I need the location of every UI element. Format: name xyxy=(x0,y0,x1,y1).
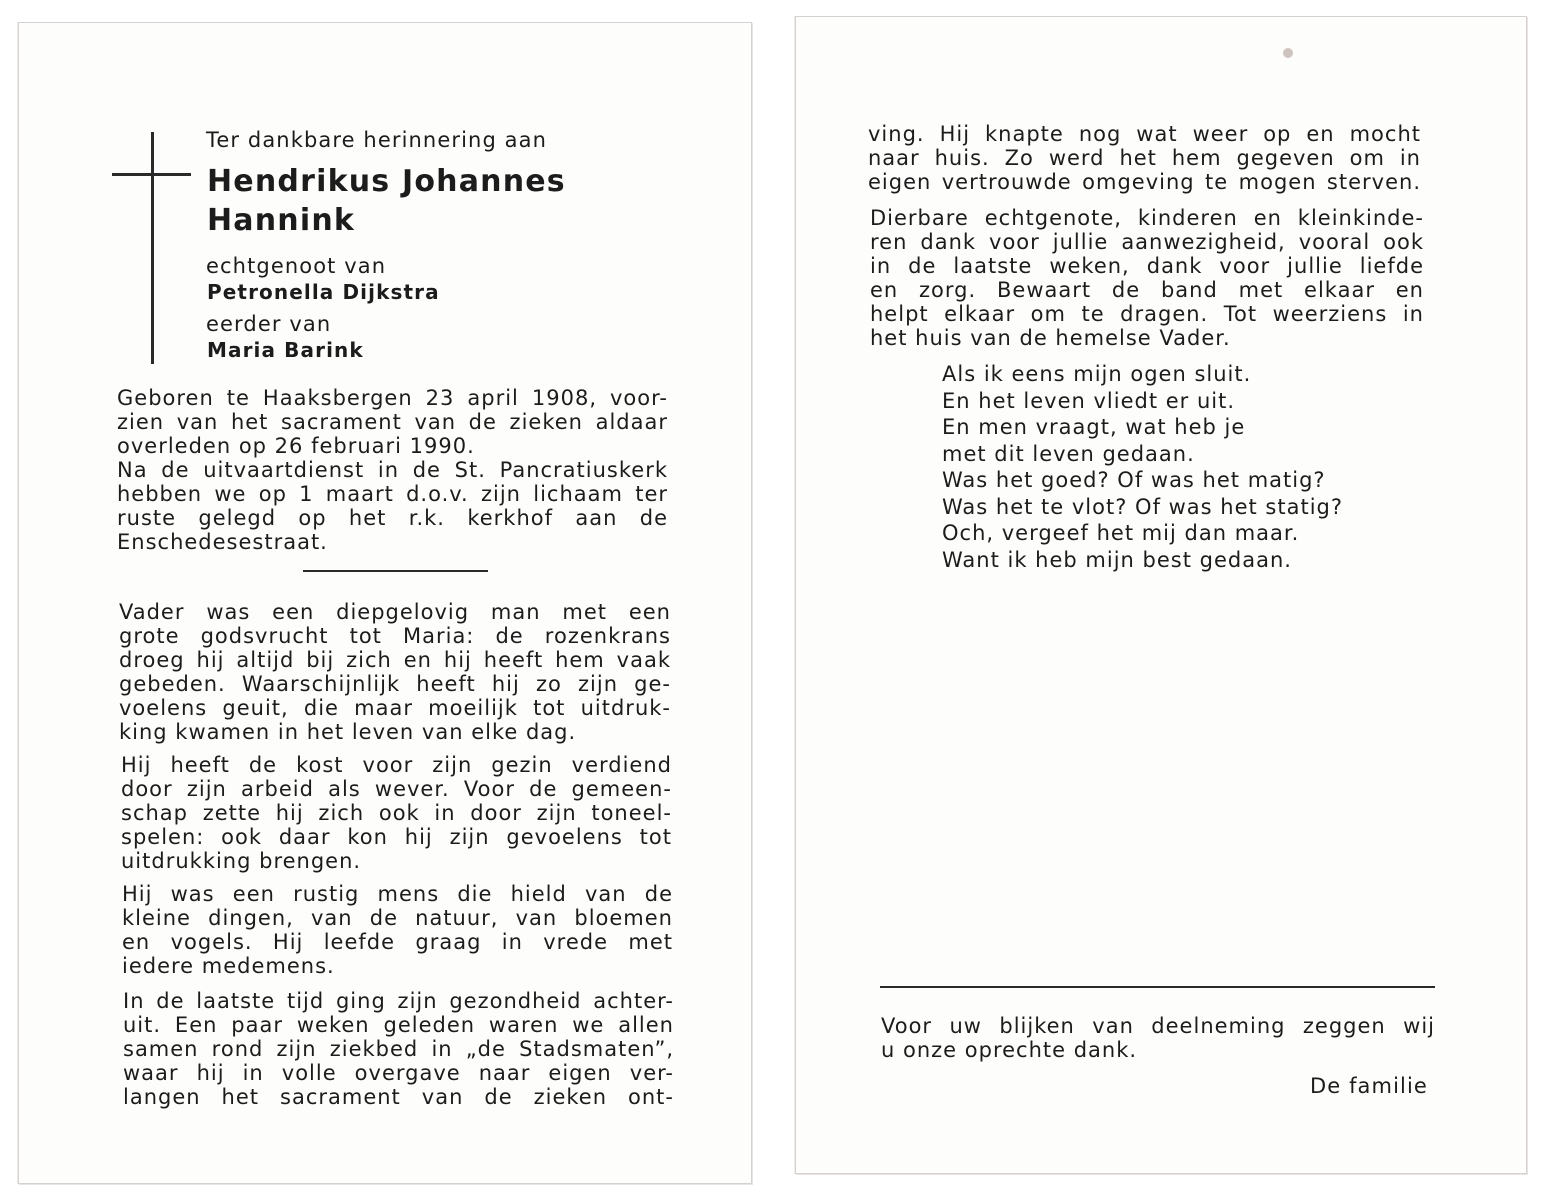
text-line: naar huis. Zo werd het hem gegeven om in xyxy=(868,146,1421,170)
text-line: king kwamen in het leven van elke dag. xyxy=(119,720,577,744)
text-line: ving. Hij knapte nog wat weer op en mocht xyxy=(868,122,1421,146)
text-line: langen het sacrament van de zieken ont- xyxy=(123,1085,674,1109)
text-line: ruste gelegd op het r.k. kerkhof aan de xyxy=(117,506,668,530)
deceased-name-line2: Hannink xyxy=(207,203,356,238)
text-line: en vogels. Hij leefde graag in vrede met xyxy=(122,930,673,954)
text-line: helpt elkaar om te dragen. Tot weerziens in xyxy=(870,302,1424,326)
text-line: iedere medemens. xyxy=(122,954,335,978)
text-line: overleden op 26 februari 1990. xyxy=(117,434,475,458)
paragraph-work xyxy=(121,753,672,873)
poem-line: met dit leven gedaan. xyxy=(942,441,1195,466)
text-line: uitdrukking brengen. xyxy=(121,849,362,873)
text-line: waar hij in volle overgave naar eigen ver- xyxy=(123,1061,674,1085)
paragraph-family xyxy=(870,206,1424,350)
signature: De familie xyxy=(1310,1074,1428,1098)
text-line: grote godsvrucht tot Maria: de rozenkrans xyxy=(119,624,671,648)
text-line: kleine dingen, van de natuur, van bloemen xyxy=(122,906,673,930)
text-line: Hij was een rustig mens die hield van de xyxy=(122,882,673,906)
divider xyxy=(303,570,488,572)
cross-icon xyxy=(151,132,154,364)
text-line: ren dank voor jullie aanwezigheid, vooral ook xyxy=(870,230,1424,254)
text-line: u onze oprechte dank. xyxy=(881,1038,1138,1062)
paragraph-character xyxy=(122,882,673,978)
poem-line: En men vraagt, wat heb je xyxy=(942,415,1246,439)
text-line: droeg hij altijd bij zich en hij heeft hem vaak xyxy=(119,648,671,672)
birth-paragraph xyxy=(117,386,668,554)
text-line: schap zette hij zich ook in door zijn toneel- xyxy=(121,801,672,825)
text-line: samen rond zijn ziekbed in „de Stadsmaten”, xyxy=(123,1037,674,1061)
text-line: Vader was een diepgelovig man met een xyxy=(119,600,671,624)
text-line: gebeden. Waarschijnlijk heeft hij zo zijn ge- xyxy=(119,672,671,696)
poem-line: Was het goed? Of was het matig? xyxy=(942,468,1326,492)
text-line: door zijn arbeid als wever. Voor de gemeen- xyxy=(121,777,672,801)
intro-text: Ter dankbare herinnering aan xyxy=(206,128,547,152)
paragraph-home xyxy=(868,122,1421,194)
paper-speck xyxy=(1283,48,1293,58)
text-line: Geboren te Haaksbergen 23 april 1908, voor- xyxy=(117,386,668,410)
former-name: Maria Barink xyxy=(207,338,364,362)
poem-line: Als ik eens mijn ogen sluit. xyxy=(942,362,1252,386)
text-line: voelens geuit, die maar moeilijk tot uitdruk- xyxy=(119,696,671,720)
text-line: Dierbare echtgenote, kinderen en kleinkinde- xyxy=(870,206,1424,230)
poem-line: Och, vergeef het mij dan maar. xyxy=(942,521,1300,545)
text-line: Voor uw blijken van deelneming zeggen wij xyxy=(881,1014,1435,1038)
thanks-paragraph xyxy=(881,1014,1435,1062)
text-line: en zorg. Bewaart de band met elkaar en xyxy=(870,278,1424,302)
text-line: uit. Een paar weken geleden waren we allen xyxy=(123,1013,674,1037)
text-line: eigen vertrouwde omgeving te mogen sterven. xyxy=(868,170,1421,194)
divider xyxy=(880,986,1435,988)
text-line: hebben we op 1 maart d.o.v. zijn lichaam ter xyxy=(117,482,668,506)
poem-line: Was het te vlot? Of was het statig? xyxy=(942,494,1344,519)
text-line: Enschedesestraat. xyxy=(117,530,328,554)
text-line: het huis van de hemelse Vader. xyxy=(870,326,1231,350)
deceased-name-line1: Hendrikus Johannes xyxy=(207,164,566,199)
former-label: eerder van xyxy=(206,312,332,336)
spouse-label: echtgenoot van xyxy=(206,254,387,278)
text-line: in de laatste weken, dank voor jullie liefde xyxy=(870,254,1424,278)
paragraph-illness xyxy=(123,989,674,1109)
spouse-name: Petronella Dijkstra xyxy=(207,280,440,304)
poem xyxy=(942,362,1402,574)
text-line: spelen: ook daar kon hij zijn gevoelens tot xyxy=(121,825,672,849)
poem-line: Want ik heb mijn best gedaan. xyxy=(942,547,1292,572)
text-line: zien van het sacrament van de zieken aldaar xyxy=(117,410,668,434)
text-line: Na de uitvaartdienst in de St. Pancratiuskerk xyxy=(117,458,668,482)
cross-icon-bar xyxy=(112,173,191,176)
text-line: In de laatste tijd ging zijn gezondheid achter- xyxy=(123,989,674,1013)
paragraph-faith xyxy=(119,600,671,744)
text-line: Hij heeft de kost voor zijn gezin verdiend xyxy=(121,753,672,777)
poem-line: En het leven vliedt er uit. xyxy=(942,388,1236,413)
